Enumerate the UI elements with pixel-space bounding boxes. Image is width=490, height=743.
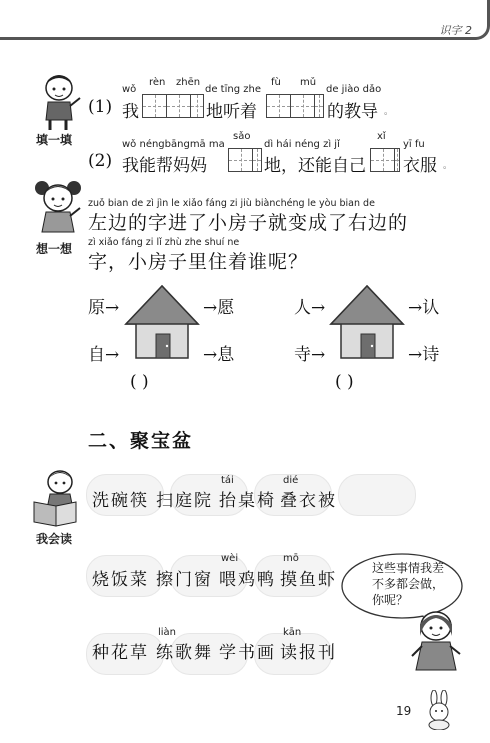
phrase-r1-1: 洗碗筷 bbox=[92, 491, 149, 511]
pinyin-wo: wǒ bbox=[122, 84, 137, 95]
phrase-r1-3: 抬桌椅 bbox=[219, 491, 276, 511]
pinyin-r1-3: tái bbox=[221, 475, 234, 486]
writing-box-fu-mu[interactable] bbox=[266, 94, 324, 118]
right-house-icon bbox=[327, 282, 407, 362]
rabbit-icon bbox=[420, 690, 460, 730]
line2-text-c: 衣服 bbox=[403, 156, 437, 176]
left-house-icon bbox=[122, 282, 202, 362]
think-pinyin-line1: zuǒ bian de zì jìn le xiǎo fáng zi jiù biànchéng le yòu bian de bbox=[88, 198, 375, 209]
line1-text-a: 我 bbox=[122, 102, 139, 122]
phrase-r3-1: 种花草 bbox=[92, 643, 149, 663]
pinyin-line2-a: wǒ néngbāngmā ma bbox=[122, 139, 225, 150]
pinyin-zhen: zhēn bbox=[176, 77, 201, 88]
pinyin-line2-b: dì hái néng zì jǐ bbox=[264, 139, 340, 150]
pinyin-xi: xǐ bbox=[377, 131, 386, 142]
right-house-output-top: →认 bbox=[408, 298, 440, 318]
pinyin-ren: rèn bbox=[149, 77, 166, 88]
writing-box-sao[interactable] bbox=[228, 148, 262, 172]
phrase-r2-4: 摸鱼虾 bbox=[280, 570, 337, 590]
left-house-input-top: 原→ bbox=[88, 298, 120, 318]
phrase-r3-2: 练歌舞 bbox=[156, 643, 213, 663]
line2-end-mark: 。 bbox=[443, 161, 453, 171]
right-house-input-bottom: 寺→ bbox=[294, 345, 326, 365]
badge-fill: 填一填 bbox=[36, 133, 73, 147]
pinyin-mu: mǔ bbox=[300, 77, 317, 88]
cloud-bg bbox=[338, 474, 416, 516]
think-text-line1: 左边的字进了小房子就变成了右边的 bbox=[88, 212, 409, 234]
item-number-2: (2) bbox=[88, 151, 113, 171]
section-title-treasure: 二、聚宝盆 bbox=[88, 430, 194, 452]
line1-end-mark: 。 bbox=[384, 107, 394, 117]
pinyin-sao: sǎo bbox=[233, 131, 251, 142]
phrase-r2-3: 喂鸡鸭 bbox=[219, 570, 276, 590]
pinyin-de-ting-zhe: de tīng zhe bbox=[205, 84, 261, 95]
left-house-answer-slot[interactable]: ( ) bbox=[130, 372, 149, 392]
line1-text-c: 的教导 bbox=[327, 102, 378, 122]
pinyin-r2-4: mō bbox=[283, 553, 299, 564]
line2-text-a: 我能帮妈妈 bbox=[122, 156, 207, 176]
pinyin-de-jiao-dao: de jiào dǎo bbox=[326, 84, 382, 95]
left-house-input-bottom: 自→ bbox=[88, 345, 120, 365]
line1-text-b: 地听着 bbox=[206, 102, 257, 122]
pinyin-fu: fù bbox=[271, 77, 281, 88]
think-text-line2: 字，小房子里住着谁呢？ bbox=[88, 251, 309, 273]
header-frame bbox=[0, 0, 490, 40]
badge-read: 我会读 bbox=[36, 532, 73, 546]
phrase-r3-4: 读报刊 bbox=[280, 643, 337, 663]
girl-illustration bbox=[408, 606, 464, 678]
right-house-answer-slot[interactable]: ( ) bbox=[335, 372, 354, 392]
left-house-output-bottom: →息 bbox=[203, 345, 235, 365]
boy-reading-illustration bbox=[30, 468, 86, 530]
left-house-output-top: →愿 bbox=[203, 298, 235, 318]
think-pinyin-line2: zì xiǎo fáng zi lǐ zhù zhe shuí ne bbox=[88, 237, 240, 248]
pinyin-line2-c: yī fu bbox=[403, 139, 425, 150]
phrase-r2-1: 烧饭菜 bbox=[92, 570, 149, 590]
pinyin-r3-4: kān bbox=[283, 627, 302, 638]
phrase-r1-2: 扫庭院 bbox=[156, 491, 213, 511]
speech-text: 这些事情我差不多都会做，你呢？ bbox=[372, 561, 445, 607]
phrase-r2-2: 擦门窗 bbox=[156, 570, 213, 590]
phrase-r1-4: 叠衣被 bbox=[280, 491, 337, 511]
badge-think: 想一想 bbox=[36, 242, 73, 256]
phrase-r3-3: 学书画 bbox=[219, 643, 276, 663]
header-label: 识字 2 bbox=[439, 24, 472, 37]
pinyin-r1-4: dié bbox=[283, 475, 299, 486]
pinyin-r2-3: wèi bbox=[221, 553, 239, 564]
item-number-1: (1) bbox=[88, 97, 113, 117]
line2-text-b: 地，还能自己 bbox=[264, 156, 366, 176]
right-house-input-top: 人→ bbox=[294, 298, 326, 318]
writing-box-xi[interactable] bbox=[370, 148, 400, 172]
boy-writing-illustration bbox=[34, 72, 84, 134]
page-number: 19 bbox=[396, 704, 412, 718]
girl-thinking-illustration bbox=[30, 178, 86, 240]
writing-box-ren-zhen[interactable] bbox=[142, 94, 204, 118]
right-house-output-bottom: →诗 bbox=[408, 345, 440, 365]
pinyin-r3-2: liàn bbox=[158, 627, 177, 638]
